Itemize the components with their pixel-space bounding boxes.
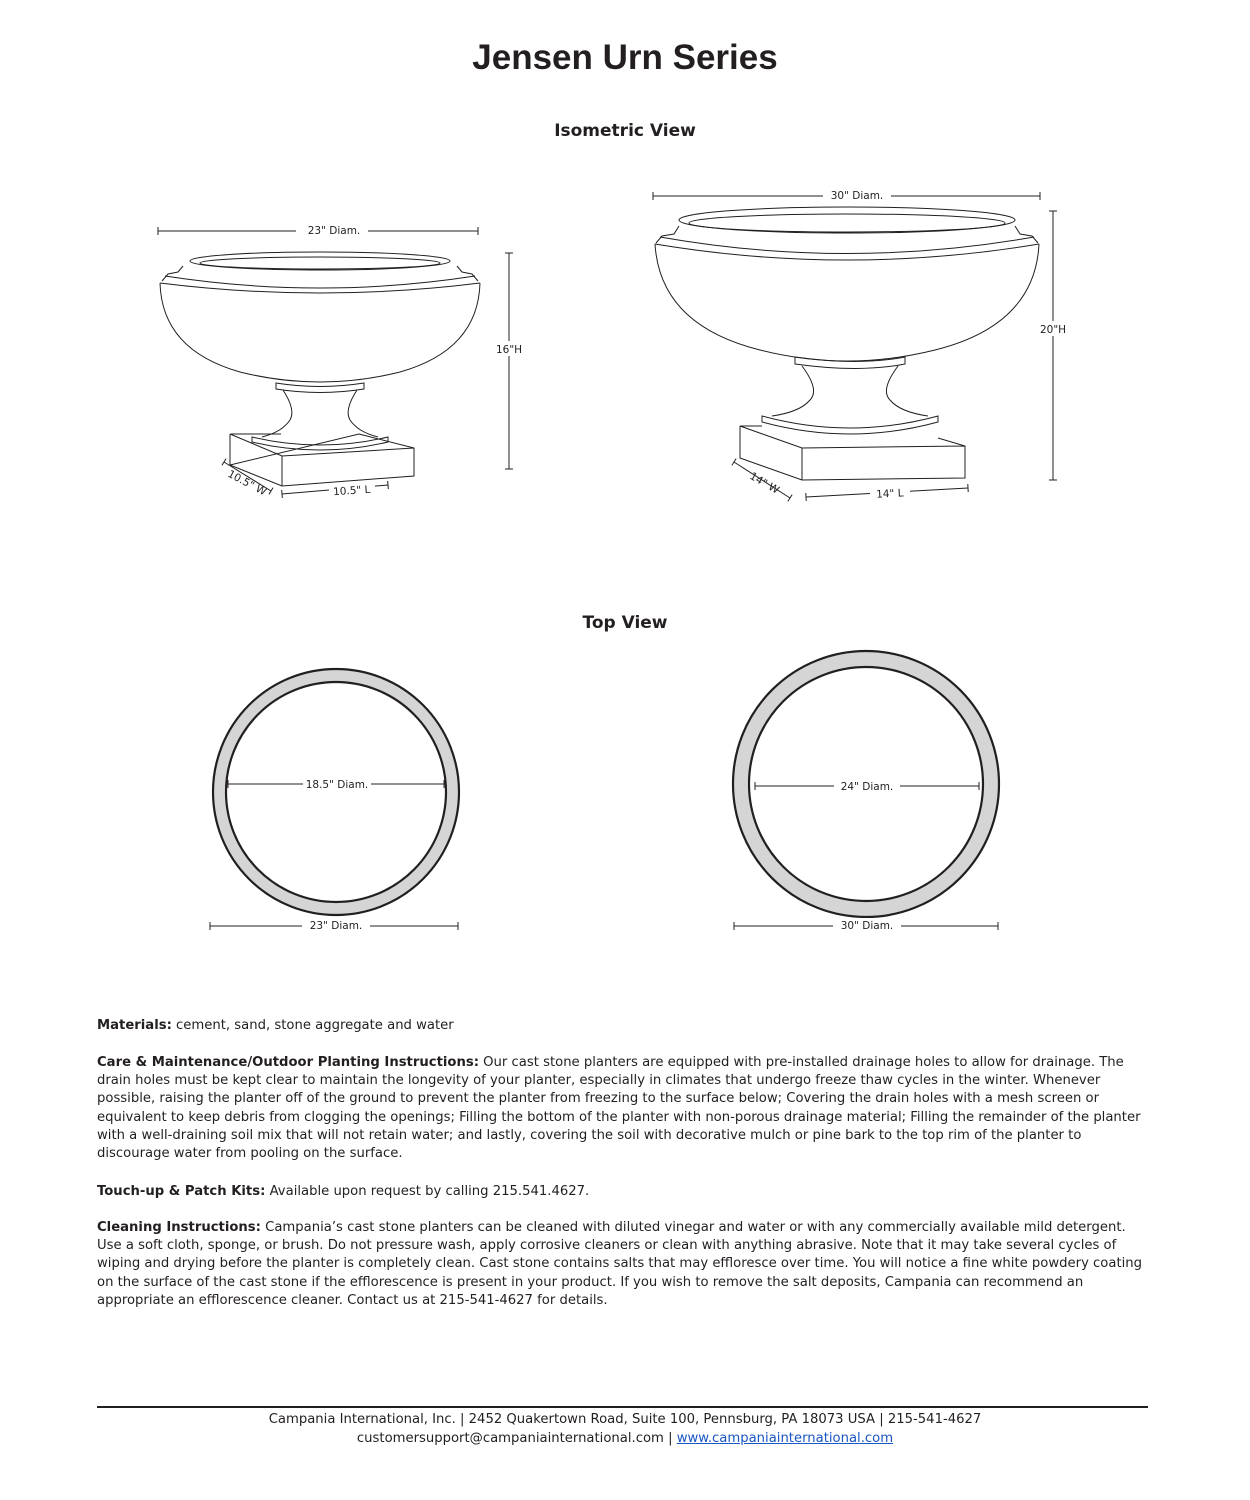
cleaning-paragraph [97, 1219, 1147, 1310]
cleaning-text: Campania’s cast stone planters can be cleaned with diluted vinegar and water or with any commercially available mild detergent. Use a soft cloth, sponge, or brush. Do not pressure wash, apply corrosive cleaners or clean with anything abrasive. Note that it may take several cycles of wiping and drying before the planter is completely clean. Cast stone contains salts that may effloresce over time. You will notice a fine white powdery coating on the surface of the cast stone if the efflorescence is present in your product. If you wish to remove the salt deposits, Campania can recommend an appropriate an efflorescence cleaner. Contact us at 215-541-4627 for details. [97, 1220, 1143, 1308]
small-urn-isometric [158, 231, 509, 494]
large-urn-isometric [653, 196, 1053, 501]
materials-text: cement, sand, stone aggregate and water [176, 1018, 454, 1033]
website-link[interactable]: www.campaniainternational.com [676, 1431, 894, 1446]
top-view-heading: Top View [582, 613, 668, 633]
small-urn-dim-labels [226, 223, 525, 499]
touchup-label: Touch-up & Patch Kits: [97, 1184, 266, 1199]
footer-address: Campania International, Inc. | 2452 Quakertown Road, Suite 100, Pennsburg, PA 18073 USA | 215-541-4627 [268, 1412, 982, 1427]
footer-email: customersupport@campaniainternational.com [356, 1431, 664, 1446]
small-outer-diam-label: 23" Diam. [309, 920, 363, 932]
page-title: Jensen Urn Series [472, 38, 778, 77]
large-inner-diam-label: 24" Diam. [840, 781, 894, 793]
touchup-text: Available upon request by calling 215.541.4627. [269, 1184, 590, 1199]
touchup-paragraph [97, 1183, 1147, 1201]
small-width-label: 10.5" W [225, 468, 269, 499]
cleaning-label: Cleaning Instructions: [97, 1220, 261, 1235]
care-label: Care & Maintenance/Outdoor Planting Instructions: [97, 1055, 479, 1070]
small-inner-circle [226, 682, 446, 902]
footer-separator: | [663, 1431, 677, 1446]
large-diam-label: 30" Diam. [830, 190, 884, 202]
small-height-label: 16"H [495, 344, 523, 356]
large-width-label: 14" W [747, 470, 782, 497]
small-urn-bowl [160, 283, 480, 382]
small-urn-plinth [230, 434, 414, 486]
care-text: Our cast stone planters are equipped with pre-installed drainage holes to allow for drainage. The drain holes must be kept clear to maintain the longevity of your planter, especially in climates that undergo freeze thaw cycles in the winter. Whenever possible, raising the planter off of the ground to prevent the planter from freezing to the surface below; Covering the drain holes with a mesh screen or equivalent to keep debris from clogging the openings; Filling the bottom of the planter with non-porous drainage material; Filling the remainder of the planter with a well-draining soil mix that will not retain water; and lastly, covering the soil with decorative mulch or pine bark to the top rim of the planter to discourage water from pooling on the surface. [97, 1055, 1141, 1162]
small-diam-label: 23" Diam. [307, 225, 361, 237]
large-length-label: 14" L [875, 487, 904, 501]
large-urn-bowl [655, 244, 1039, 361]
footer-divider [97, 1406, 1148, 1408]
large-urn-foot [762, 416, 938, 434]
care-paragraph [97, 1054, 1147, 1163]
materials-label: Materials: [97, 1018, 172, 1033]
materials-paragraph [97, 1017, 1147, 1035]
small-length-label: 10.5" L [332, 483, 371, 499]
large-urn-top-view [733, 651, 999, 933]
small-urn-top-view [210, 669, 459, 933]
footer-contact [0, 1431, 1250, 1446]
small-inner-diam-label: 18.5" Diam. [305, 779, 369, 791]
large-outer-diam-label: 30" Diam. [840, 920, 894, 932]
isometric-view-heading: Isometric View [554, 121, 696, 141]
large-urn-dim-labels [748, 188, 1069, 501]
large-height-label: 20"H [1039, 324, 1067, 336]
